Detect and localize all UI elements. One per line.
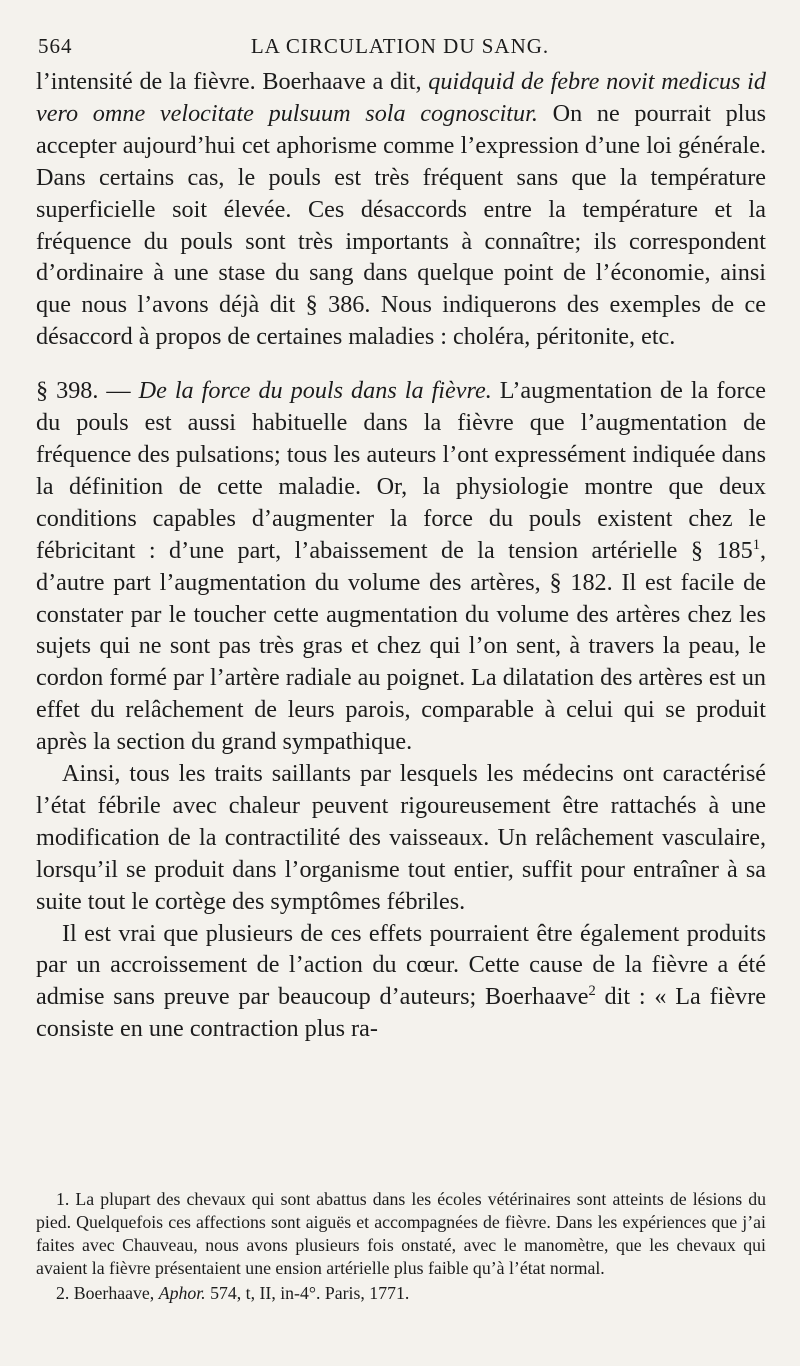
footnote-ref-2: 2: [588, 983, 596, 1000]
page-header: [34, 26, 766, 62]
cited-work: Aphor.: [158, 1283, 206, 1303]
footnote-ref-1: 1: [752, 536, 760, 553]
main-text: [36, 66, 766, 1045]
latin-quote: quidquid de febre novit medicus id vero omne velocitate pulsuum sola cognoscitur.: [36, 68, 766, 127]
paragraph-heart-action: Il est vrai que plusieurs de ces effets pourraient être également produits par un accroissement de l’action du cœur. Cette cause de la fièvre a été admise sans preuve par beaucoup d’auteurs; Boerhaave$^2$ dit : « La fièvre consiste en une contraction plus ra-: [36, 919, 766, 1043]
footnote-1: 1. La plupart des chevaux qui sont abattus dans les écoles vétérinaires sont atteints de lésions du pied. Quelquefois ces affections sont aiguës et accompagnées de fièvre. Dans les expériences que j’ai faites avec Chauveau, nous avons plusieurs fois onstaté, avec le manomètre, que les chevaux qui avaient la fièvre présentaient une ension artérielle plus faible qu’à l’état normal.: [36, 1189, 766, 1278]
paragraph-section-398: § 398. — De la force du pouls dans la fièvre. L’augmentation de la force du pouls est aussi habituelle dans la fièvre que l’augmentation de fréquence des pulsations; tous les auteurs l’ont expressément indiquée dans la définition de cette maladie. Or, la physiologie montre que deux conditions capables d’augmenter la force du pouls existent chez le fébricitant : d’une part, l’abaissement de la tension artérielle § $185^1$, d’autre part l’augmentation du volume des artères, § 182. Il est facile de constater par le toucher cette augmentation du volume des artères chez les sujets qui ne sont pas très gras et chez qui l’on sent, à travers la peau, le cordon formé par l’artère radiale au poignet. La dilatation des artères est un effet du relâchement de leurs parois, comparable à celui qui se produit après la section du grand sympathique.: [36, 377, 767, 756]
section-title: De la force du pouls dans la fièvre.: [138, 377, 492, 405]
footnotes: [36, 1188, 766, 1305]
footnote-2: 2. Boerhaave, Aphor. 574, t, II, in-4°. Paris, 1771.: [56, 1283, 410, 1303]
running-title: LA CIRCULATION DU SANG.: [250, 34, 550, 58]
paragraph-febrile-traits: Ainsi, tous les traits saillants par lesquels les médecins ont caractérisé l’état fébrile avec chaleur peuvent rigoureusement être rattachés à une modification de la contractilité des vaisseaux. Un relâchement vasculaire, lorsqu’il se produit dans l’organisme tout entier, suffit pour entraîner à sa suite tout le cortège des symptômes fébriles.: [36, 760, 766, 915]
section-number: § 398. —: [36, 377, 139, 405]
page-number: 564: [38, 34, 73, 58]
paragraph-fever-intensity: l’intensité de la fièvre. Boerhaave a dit, quidquid de febre novit medicus id vero omne velocitate pulsuum sola cognoscitur. On ne pourrait plus accepter aujourd’hui cet aphorisme comme l’expression d’une loi générale. Dans certains cas, le pouls est très fréquent sans que la température superficielle soit élevée. Ces désaccords entre la température et la fréquence du pouls sont très importants à connaître; ils correspondent d’ordinaire à une stase du sang dans quelque point de l’économie, ainsi que nous l’avons déjà dit § 386. Nous indiquerons des exemples de ce désaccord à propos de certaines maladies : choléra, péritonite, etc.: [36, 68, 766, 351]
